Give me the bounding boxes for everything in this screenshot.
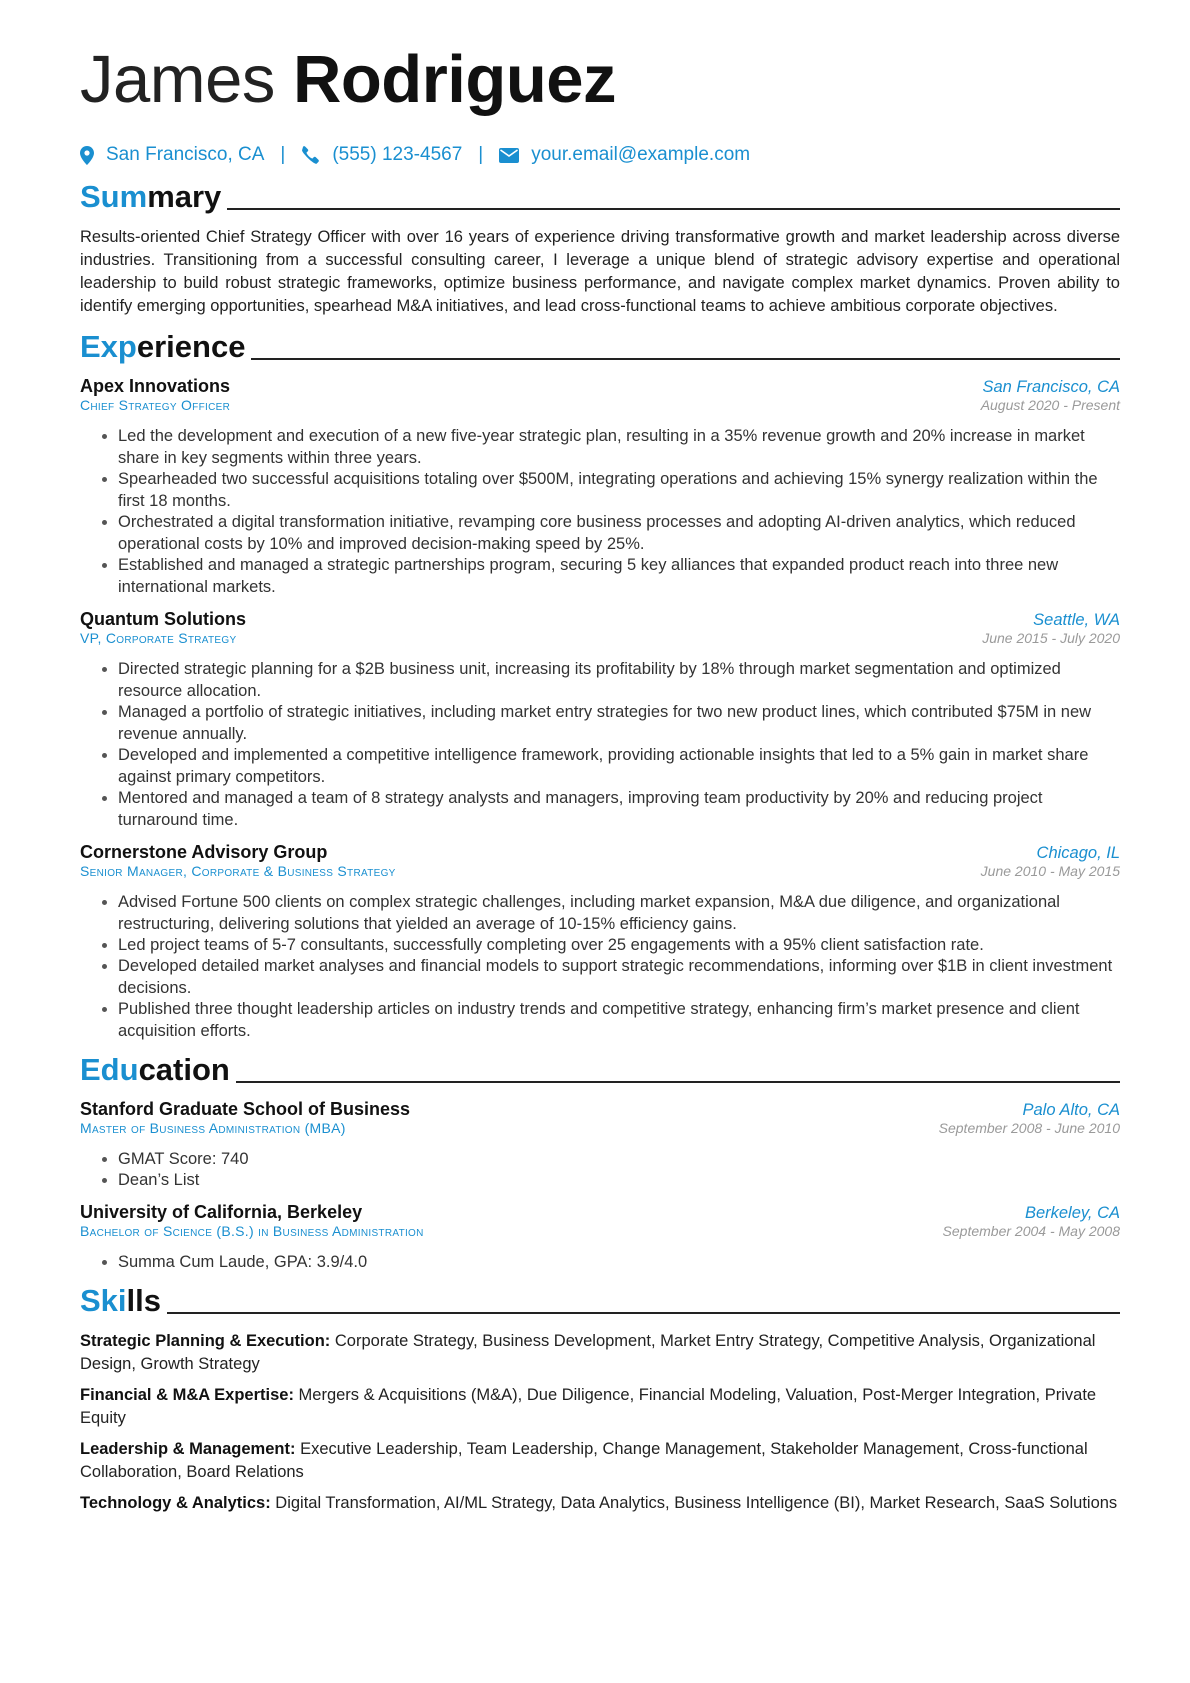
job-location: San Francisco, CA bbox=[982, 378, 1120, 396]
bullet-item: • Developed and implemented a competitive intelligence framework, providing actionable insights that led to a 5% gain in market share against primary competitors. bbox=[118, 744, 1120, 788]
skill-label: Leadership & Management: bbox=[80, 1440, 296, 1458]
bullet-item: • Mentored and managed a team of 8 strategy analysts and managers, improving team productivity by 20% and reducing project turnaround time. bbox=[118, 787, 1120, 831]
bullet-item: • Developed detailed market analyses and financial models to support strategic recommendations, informing over $1B in client investment decisions. bbox=[118, 955, 1120, 999]
candidate-name bbox=[80, 40, 1120, 120]
job-title: Senior Manager, Corporate & Business Strategy bbox=[80, 863, 396, 879]
job-bullets bbox=[80, 658, 1120, 831]
job-location: Seattle, WA bbox=[1033, 611, 1120, 629]
experience-heading bbox=[80, 330, 1120, 364]
bullet-item: • Managed a portfolio of strategic initiatives, including market entry strategies for two new product lines, which contributed $75M in new revenue annually. bbox=[118, 701, 1120, 745]
school-bullets bbox=[80, 1251, 1120, 1273]
job-dates: June 2015 - July 2020 bbox=[982, 630, 1120, 646]
section-rule bbox=[236, 1081, 1120, 1083]
contact-location bbox=[80, 144, 264, 166]
email-link[interactable]: your.email@example.com bbox=[531, 144, 751, 165]
skill-group bbox=[80, 1492, 1120, 1515]
school-location: Berkeley, CA bbox=[1024, 1204, 1120, 1222]
skill-label: Strategic Planning & Execution: bbox=[80, 1332, 331, 1350]
summary-text: Results-oriented Chief Strategy Officer with over 16 years of experience driving transformative growth and market leadership across diverse industries. Transitioning from a successful consulting career, I leverage a unique blend of strategic advisory expertise and operational leadership to build robust strategic frameworks, optimize business performance, and navigate complex market dynamics. Proven ability to identify emerging opportunities, spearhead M&A initiatives, and lead cross-functional teams to achieve ambitious corporate objectives. bbox=[80, 228, 1120, 315]
skill-items: Corporate Strategy, Business Development, Market Entry Strategy, Competitive Analysis, Organizational Design, Growth Strategy bbox=[80, 1332, 1096, 1373]
school-dates: September 2008 - June 2010 bbox=[938, 1120, 1120, 1136]
company-name: Cornerstone Advisory Group bbox=[80, 842, 328, 862]
section-title: Education bbox=[80, 1052, 230, 1087]
job-title: VP, Corporate Strategy bbox=[80, 630, 237, 646]
company-name: Apex Innovations bbox=[80, 376, 231, 396]
bullet-item: • Orchestrated a digital transformation initiative, revamping core business processes and adopting AI-driven analytics, which reduced operational costs by 10% and improved decision-making speed by 25%. bbox=[118, 511, 1120, 555]
bullet-item: • Led project teams of 5-7 consultants, successfully completing over 25 engagements with a 95% client satisfaction rate. bbox=[118, 934, 1120, 956]
school-dates: September 2004 - May 2008 bbox=[942, 1223, 1120, 1239]
contact-phone bbox=[301, 144, 462, 166]
education-heading bbox=[80, 1053, 1120, 1087]
bullet-item: • Spearheaded two successful acquisitions totaling over $500M, integrating operations and achieving 15% synergy realization within the first 18 months. bbox=[118, 468, 1120, 512]
location-text: San Francisco, CA bbox=[106, 144, 265, 165]
contact-separator: | bbox=[478, 144, 484, 165]
section-title: Summary bbox=[80, 179, 222, 214]
envelope-icon bbox=[499, 148, 519, 163]
contact-email[interactable] bbox=[499, 144, 750, 166]
skill-group bbox=[80, 1330, 1120, 1376]
bullet-item: • Established and managed a strategic partnerships program, securing 5 key alliances that expanded product reach into three new international markets. bbox=[118, 554, 1120, 598]
bullet-item: • Directed strategic planning for a $2B business unit, increasing its profitability by 18% through market segmentation and optimized resource allocation. bbox=[118, 658, 1120, 702]
degree: Master of Business Administration (MBA) bbox=[80, 1120, 346, 1136]
school-bullets bbox=[80, 1148, 1120, 1191]
section-rule bbox=[167, 1312, 1120, 1314]
section-rule bbox=[251, 358, 1120, 360]
job-bullets bbox=[80, 425, 1120, 598]
bullet-item: • Advised Fortune 500 clients on complex strategic challenges, including market expansion, M&A due diligence, and organizational restructuring, delivering solutions that yielded an average of 10-15% efficiency gains. bbox=[118, 891, 1120, 935]
summary-heading bbox=[80, 180, 1120, 214]
skill-items: Executive Leadership, Team Leadership, Change Management, Stakeholder Management, Cross-functional Collaboration, Board Relations bbox=[80, 1440, 1088, 1481]
skill-label: Financial & M&A Expertise: bbox=[80, 1386, 294, 1404]
degree: Bachelor of Science (B.S.) in Business Administration bbox=[80, 1223, 424, 1239]
job-dates: June 2010 - May 2015 bbox=[980, 863, 1120, 879]
contact-line bbox=[80, 144, 1120, 166]
bullet-item: • Dean’s List bbox=[118, 1169, 1120, 1191]
phone-icon bbox=[301, 146, 320, 165]
contact-separator: | bbox=[280, 144, 286, 165]
experience-entry bbox=[80, 376, 1120, 598]
skill-items: Digital Transformation, AI/ML Strategy, Data Analytics, Business Intelligence (BI), Market Research, SaaS Solutions bbox=[275, 1494, 1118, 1512]
school-name: University of California, Berkeley bbox=[80, 1202, 363, 1222]
skills-heading bbox=[80, 1284, 1120, 1318]
skill-group bbox=[80, 1384, 1120, 1430]
skill-label: Technology & Analytics: bbox=[80, 1494, 271, 1512]
job-location: Chicago, IL bbox=[1036, 844, 1120, 862]
bullet-item: • GMAT Score: 740 bbox=[118, 1148, 1120, 1170]
bullet-item: • Summa Cum Laude, GPA: 3.9/4.0 bbox=[118, 1251, 1120, 1273]
company-name: Quantum Solutions bbox=[80, 609, 246, 629]
experience-entry bbox=[80, 842, 1120, 1042]
last-name: Rodriguez bbox=[292, 42, 617, 117]
phone-text: (555) 123-4567 bbox=[332, 144, 463, 165]
school-location: Palo Alto, CA bbox=[1022, 1101, 1120, 1119]
school-name: Stanford Graduate School of Business bbox=[80, 1099, 411, 1119]
first-name: James bbox=[80, 42, 275, 117]
map-pin-icon bbox=[80, 146, 94, 165]
skill-items: Mergers & Acquisitions (M&A), Due Diligence, Financial Modeling, Valuation, Post-Merger Integration, Private Equity bbox=[80, 1386, 1097, 1427]
education-entry bbox=[80, 1202, 1120, 1273]
job-dates: August 2020 - Present bbox=[980, 397, 1120, 413]
education-entry bbox=[80, 1099, 1120, 1191]
job-title: Chief Strategy Officer bbox=[80, 397, 231, 413]
section-title: Skills bbox=[80, 1283, 161, 1318]
skill-group bbox=[80, 1438, 1120, 1484]
job-bullets bbox=[80, 891, 1120, 1042]
bullet-item: • Published three thought leadership articles on industry trends and competitive strategy, enhancing firm’s market presence and client acquisition efforts. bbox=[118, 998, 1120, 1042]
bullet-item: • Led the development and execution of a new five-year strategic plan, resulting in a 35% revenue growth and 20% increase in market share in key segments within three years. bbox=[118, 425, 1120, 469]
section-rule bbox=[227, 208, 1120, 210]
section-title: Experience bbox=[80, 329, 246, 364]
experience-entry bbox=[80, 609, 1120, 831]
